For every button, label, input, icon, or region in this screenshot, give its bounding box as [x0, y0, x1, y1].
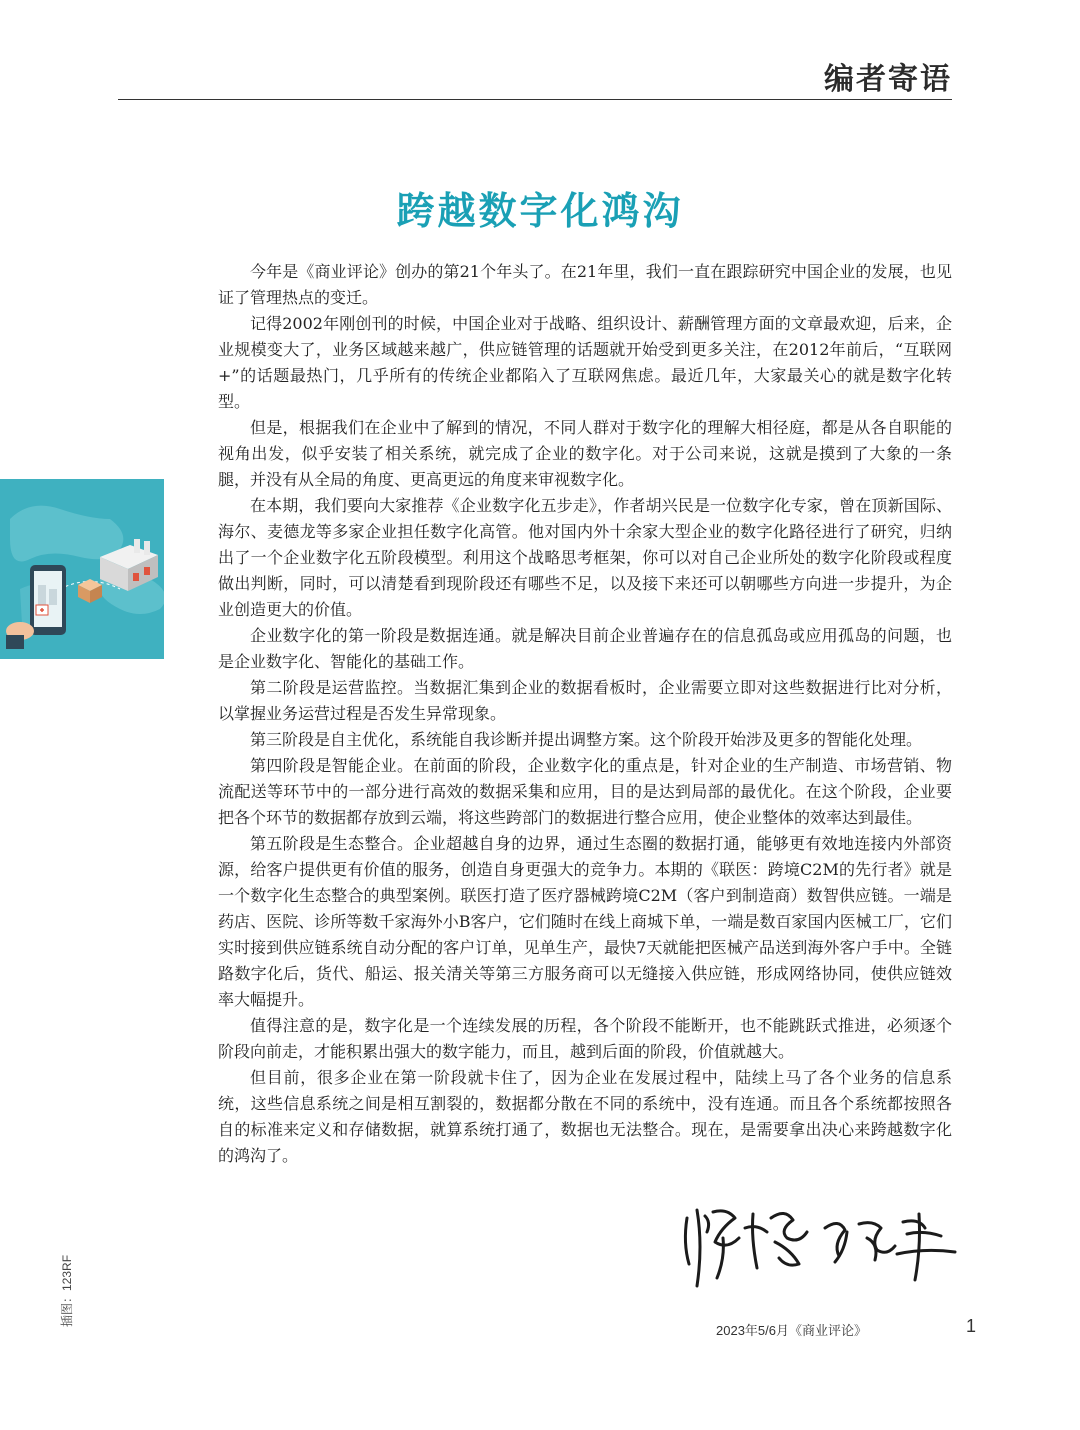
- paragraph: 第三阶段是自主优化，系统能自我诊断并提出调整方案。这个阶段开始涉及更多的智能化处理。: [250, 730, 923, 749]
- page-number: 1: [966, 1316, 977, 1336]
- illustration-art: [0, 479, 164, 659]
- paragraph: 但是，根据我们在企业中了解到的情况，不同人群对于数字化的理解大相径庭，都是从各自职能的视角出发，似乎安装了相关系统，就完成了企业的数字化。对于公司来说，这就是摸到了大象的一条腿，并没有从全局的角度、更高更远的角度来审视数字化。: [218, 418, 952, 489]
- paragraph: 第五阶段是生态整合。企业超越自身的边界，通过生态圈的数据打通，能够更有效地连接内外部资源，给客户提供更有价值的服务，创造自身更强大的竞争力。本期的《联医：跨境C2M的先行者》就是一个数字化生态整合的典型案例。联医打造了医疗器械跨境C2M（客户到制造商）数智供应链。一端是药店、医院、诊所等数千家海外小B客户，它们随时在线上商城下单，一端是数百家国内医械工厂，它们实时接到供应链系统自动分配的客户订单，见单生产，最快7天就能把医械产品送到海外客户手中。全链路数字化后，货代、船运、报关清关等第三方服务商可以无缝接入供应链，形成网络协同，使供应链效率大幅提升。: [218, 834, 952, 1009]
- paragraph: 今年是《商业评论》创办的第21个年头了。在21年里，我们一直在跟踪研究中国企业的发展，也见证了管理热点的变迁。: [218, 262, 952, 307]
- footer-issue: 2023年5/6月《商业评论》: [716, 1323, 867, 1338]
- paragraph: 但目前，很多企业在第一阶段就卡住了，因为企业在发展过程中，陆续上马了各个业务的信息系统，这些信息系统之间是相互割裂的，数据都分散在不同的系统中，没有连通。而且各个系统都按照各自的标准来定义和存储数据，就算系统打通了，数据也无法整合。现在，是需要拿出决心来跨越数字化的鸿沟了。: [218, 1068, 952, 1165]
- article-body: [218, 259, 952, 1169]
- signature-strokes: [675, 1198, 965, 1290]
- paragraph: 企业数字化的第一阶段是数据连通。就是解决目前企业普遍存在的信息孤岛或应用孤岛的问题，也是企业数字化、智能化的基础工作。: [218, 626, 952, 671]
- article-title: 跨越数字化鸿沟: [396, 188, 684, 233]
- paragraph: 第四阶段是智能企业。在前面的阶段，企业数字化的重点是，针对企业的生产制造、市场营销、物流配送等环节中的一部分进行高效的数据采集和应用，目的是达到局部的最优化。在这个阶段，企业要把各个环节的数据都存放到云端，将这些跨部门的数据进行整合应用，使企业整体的效率达到最佳。: [218, 756, 952, 827]
- handwritten-signature: [675, 1198, 965, 1290]
- paragraph: 在本期，我们要向大家推荐《企业数字化五步走》，作者胡兴民是一位数字化专家，曾在顶新国际、海尔、麦德龙等多家企业担任数字化高管。他对国内外十余家大型企业的数字化路径进行了研究，归纳出了一个企业数字化五阶段模型。利用这个战略思考框架，你可以对自己企业所处的数字化阶段或程度做出判断，同时，可以清楚看到现阶段还有哪些不足，以及接下来还可以朝哪些方向进一步提升，为企业创造更大的价值。: [218, 496, 952, 619]
- paragraph: 值得注意的是，数字化是一个连续发展的历程，各个阶段不能断开，也不能跳跃式推进，必须逐个阶段向前走，才能积累出强大的数字能力，而且，越到后面的阶段，价值就越大。: [218, 1016, 952, 1061]
- section-title: 编者寄语: [824, 62, 952, 97]
- illustration-digital-supply-chain: [0, 479, 164, 659]
- paragraph: 第二阶段是运营监控。当数据汇集到企业的数据看板时，企业需要立即对这些数据进行比对分析，以掌握业务运营过程是否发生异常现象。: [218, 678, 952, 723]
- illustration-credit: 插图：123RF: [60, 1254, 74, 1327]
- paragraph: 记得2002年刚创刊的时候，中国企业对于战略、组织设计、薪酬管理方面的文章最欢迎，后来，企业规模变大了，业务区域越来越广，供应链管理的话题就开始受到更多关注，在2012年前后，“互联网+”的话题最热门，几乎所有的传统企业都陷入了互联网焦虑。最近几年，大家最关心的就是数字化转型。: [218, 314, 952, 411]
- header-rule: [118, 99, 952, 100]
